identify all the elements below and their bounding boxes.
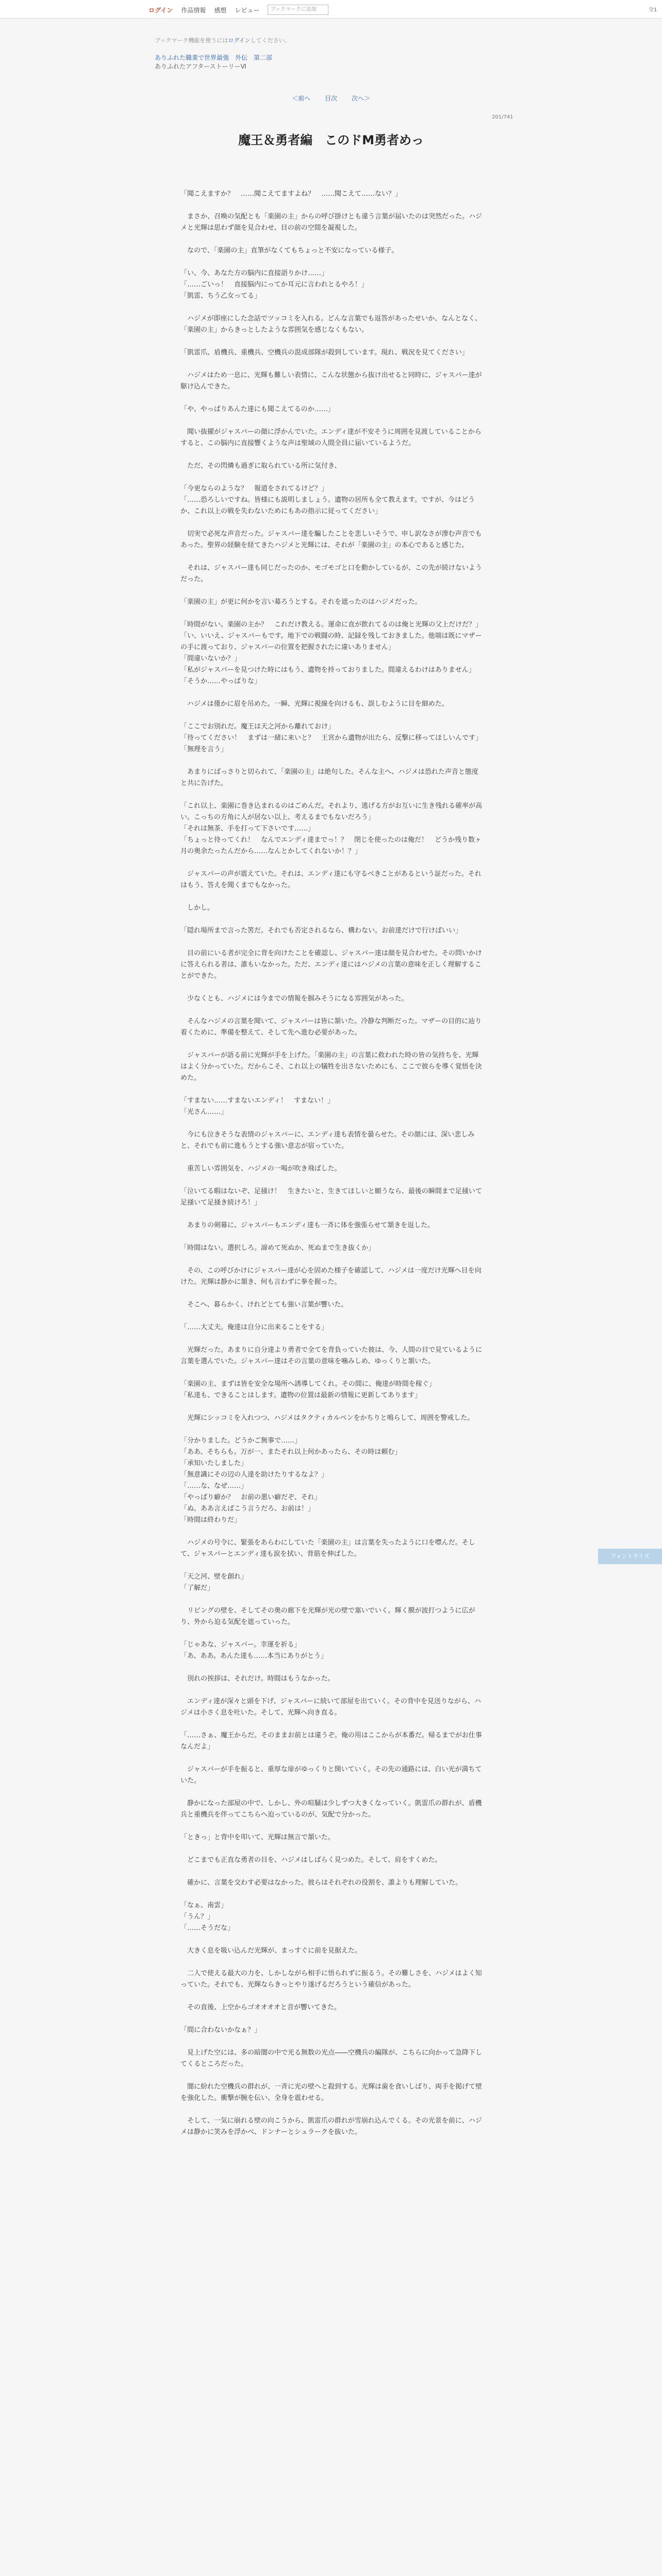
body-paragraph: 「了解だ」	[180, 1584, 214, 1592]
blank-line	[180, 710, 483, 721]
blank-line	[180, 1662, 483, 1673]
body-paragraph: 「楽園の主、まずは皆を安全な場所へ誘導してくれ。その間に、俺達が時間を稼ぐ」	[180, 1380, 436, 1388]
blank-line	[180, 257, 483, 268]
blank-line	[180, 1311, 483, 1322]
body-paragraph: 「……ごいっ！ 直接脳内にってか耳元に言われとるやろ！」	[180, 281, 368, 289]
blank-line	[180, 755, 483, 767]
login-note-link[interactable]: ログイン	[228, 37, 251, 44]
blank-line	[180, 336, 483, 347]
bookmark-login-note	[155, 36, 290, 44]
body-paragraph: その、この呼びかけにジャスパー達が心を固めた様子を確認して、ハジメは一度だけ光輝へ目を向けた。光輝は静かに頷き、何も言わずに拳を握った。	[180, 1267, 482, 1286]
body-paragraph: ジャスパーが手を振ると、重厚な扉がゆっくりと開いていく。その先の通路には、白い光が満ちていた。	[180, 1766, 482, 1785]
body-paragraph: 「ここでお別れだ。魔王は天之河から離れておけ」	[180, 723, 335, 731]
body-paragraph: しかし。	[180, 904, 214, 912]
body-paragraph: 「なぁ、南雲」	[180, 1902, 228, 1909]
blank-line	[180, 1719, 483, 1730]
next-chapter-link[interactable]: 次へ＞	[351, 95, 370, 102]
body-paragraph: 「承知いたしました」	[180, 1460, 248, 1467]
blank-line	[180, 1231, 483, 1243]
blank-line	[180, 687, 483, 699]
body-paragraph: 「い、いいえ、ジャスパーもです。地下での戦闘の時、記録を残しておきました。他端は既にマザーの手に渡っており、ジャスパーの位置を把握されたに違いありません」	[180, 632, 482, 651]
blank-line	[180, 857, 483, 869]
body-paragraph: ハジメが即座にした念話でツッコミを入れる。どんな言葉でも返答があったせいか、なんとなく、「楽園の主」からきっとしたような雰囲気を感じなくもない。	[180, 315, 482, 334]
body-paragraph: 「隠れ場所まで言った筈だ。それでも否定されるなら、構わない。お前達だけで行けばいい」	[180, 927, 462, 935]
blank-line	[180, 1628, 483, 1639]
body-paragraph: 「分かりました。どうかご無事で……」	[180, 1437, 302, 1445]
body-paragraph: 「無意識にその辺の人達を助けたりするなよ？」	[180, 1471, 328, 1479]
blank-line	[180, 1753, 483, 1764]
body-paragraph: 「これ以上、楽園に巻き込まれるのはごめんだ。それより、逃げる方がお互いに生き残れる確率が高い。こっちの方角に人が居ない以上、考えるまでもないだろう」	[180, 802, 483, 821]
review-link[interactable]: レビュー	[235, 6, 260, 14]
body-paragraph: 光輝だった。あまりに自分達より勇者で全てを背負っていた彼は、今、人間の目で見ているように言葉を選んでいた。ジャスパー達はその言葉の意味を噛みしめ、ゆっくりと頷いた。	[180, 1346, 483, 1365]
blank-line	[180, 1367, 483, 1379]
body-paragraph: 「泣いてる暇はないぞ、足掻け！ 生きたいと、生きてほしいと願うなら、最後の瞬間まで足掻いて足掻いて足掻き続けろ！」	[180, 1188, 482, 1207]
body-paragraph: リビングの壁を、そしてその奥の廊下を光輝が光の壁で塞いでいく。輝く膜が波打つように広がり、外から迫る気配を遮っていった。	[180, 1607, 475, 1626]
blank-line	[180, 914, 483, 925]
login-note-suffix: してください。	[250, 37, 290, 44]
blank-line	[180, 1254, 483, 1265]
body-paragraph: ジャスパーが語る前に光輝が手を上げた。「楽園の主」の言葉に救われた時の皆の気持ちを、光輝はよく分かっていた。だからこそ、これ以上の犠牲を出さないためにも、ここで彼らを導く覚悟を決めた。	[180, 1052, 482, 1082]
bookmark-add-button[interactable]: ブックマークに追加	[268, 5, 328, 15]
chapter-number: 201/741	[492, 114, 514, 120]
blank-line	[180, 1843, 483, 1855]
body-paragraph: 「や、やっぱりあんた達にも聞こえてるのか……」	[180, 405, 335, 413]
body-paragraph: 「楽園の主」が更に何かを言い募ろうとする。それを遮ったのはハジメだった。	[180, 598, 422, 606]
prev-chapter-link[interactable]: ＜前へ	[292, 95, 311, 102]
body-paragraph: 「凱雷爪、盾機兵、重機兵、空機兵の混成部隊が殺到しています。現れ、戦況を見てください」	[180, 349, 469, 357]
body-paragraph: 二人で使える最大の力を、しかしながら相手に悟られずに振るう。その難しさを、ハジメはよく知っていた。それでも、光輝ならきっとやり遂げるだろうという確信があった。	[180, 1970, 482, 1989]
blank-line	[180, 1526, 483, 1537]
body-paragraph: エンディ達が深々と頭を下げ、ジャスパーに続いて部屋を出ていく。その背中を見送りながら、ハジメは小さく息を吐いた。そして、光輝へ向き直る。	[180, 1698, 481, 1717]
body-paragraph: 見上げた空には、多の暗闇の中で光る無数の光点――空機兵の編隊が、こちらに向かって急降下してくるところだった。	[180, 2049, 483, 2068]
body-paragraph: 「私がジャスパーを見つけた時にはもう、遺物を持っておりました。間違えるわけはありません」	[180, 666, 475, 674]
blank-line	[180, 1333, 483, 1345]
body-paragraph: 「じゃあな、ジャスパー。幸運を祈る」	[180, 1641, 301, 1649]
blank-line	[180, 982, 483, 993]
body-paragraph: ハジメはため一息に、光輝も難しい表情に、こんな状態から抜け出せると同時に、ジャスパー達が駆け込んできた。	[180, 371, 482, 391]
blank-line	[180, 1991, 483, 2002]
blank-line	[180, 937, 483, 948]
body-paragraph: 「時間はない。選択しろ。諦めて死ぬか、死ぬまで生き抜くか」	[180, 1244, 375, 1252]
body-paragraph: 静かになった部屋の中で、しかし、外の喧騒は少しずつ大きくなっていく。凱雷爪の群れが、盾機兵と重機兵を伴ってこちらへ迫っているのが、気配で分かった。	[180, 1800, 482, 1819]
blank-line	[180, 551, 483, 563]
impressions-link[interactable]: 感想	[214, 6, 227, 14]
blank-line	[180, 1560, 483, 1571]
body-paragraph: 「時間は終わりだ」	[180, 1516, 241, 1524]
blank-line	[180, 1152, 483, 1163]
body-paragraph: 「間に合わないかなぁ？」	[180, 2026, 261, 2034]
body-paragraph: それは、ジャスパー達も同じだったのか、モゴモゴと口を動かしているが、この先が続けないようだった。	[180, 564, 482, 583]
blank-line	[180, 2070, 483, 2081]
body-paragraph: ハジメの号令に、緊張をあらわにしていた「楽園の主」は言葉を失ったように口を噤んだ。そして、ジャスパーとエンディ達も涙を拭い、背筋を伸ばした。	[180, 1539, 475, 1558]
body-paragraph: 「無理を言う」	[180, 745, 228, 753]
top-navigation-links	[148, 4, 328, 15]
body-paragraph: 「間違いないか？」	[180, 655, 241, 663]
body-paragraph: その直後、上空からゴオオオオと音が響いてきた。	[180, 2004, 341, 2011]
body-paragraph: そこへ、暮らかく、けれどとても強い言葉が響いた。	[180, 1301, 348, 1309]
body-paragraph: あまりの剣幕に、ジャスパーもエンディ達も一斉に体を強張らせて頷きを返した。	[180, 1222, 435, 1229]
blank-line	[180, 1175, 483, 1186]
works-info-link[interactable]: 作品情報	[181, 6, 206, 14]
blank-line	[180, 585, 483, 597]
series-subtitle: ありふれたアフターストーリーⅥ	[155, 63, 246, 70]
chapter-navigation-top	[0, 94, 662, 103]
novel-body-text	[180, 189, 483, 2138]
login-note-prefix: ブックマーク機能を使うには	[155, 37, 228, 44]
body-paragraph: 別れの挨拶は、それだけ。時間はもうなかった。	[180, 1675, 335, 1683]
chapter-title: 魔王＆勇者編 このドM勇者めっ	[238, 133, 424, 147]
blank-line	[180, 789, 483, 801]
blank-line	[180, 1424, 483, 1435]
body-paragraph: 「……そうだな」	[180, 1924, 235, 1932]
body-paragraph: 「今更ならのような？ 報道をされてるけど？」	[180, 485, 328, 493]
body-paragraph: そんなハジメの言葉を聞いて、ジャスパーは皆に頷いた。冷静な判断だった。マザーの目的に辿り着くために、準備を整えて、そして先へ進む必要があった。	[180, 1018, 482, 1037]
body-paragraph: 「……恐ろしいですね。皆様にも説明しましょう。遺物の居所も全て教えます。ですが、今はどうか、これ以上の戦を失わないためにもあの指示に従ってください」	[180, 496, 475, 515]
blank-line	[180, 1889, 483, 1900]
body-paragraph: あまりにばっさりと切られて、「楽園の主」は絶句した。そんな主へ、ハジメは恐れた声音と態度と共に告げた。	[180, 768, 478, 787]
body-paragraph: 「時間がない。楽園の主か？ これだけ教える。運命に直が飲れてるのは俺と光輝の父上だけだ？」	[180, 621, 483, 629]
blank-line	[180, 302, 483, 313]
body-paragraph: 「天之河、壁を創れ」	[180, 1573, 248, 1581]
body-paragraph: 「やっぱり癖か？ お前の悪い癖だぞ、それ」	[180, 1494, 321, 1501]
body-paragraph: 闇に紛れた空機兵の群れが、一斉に光の壁へと殺到する。光輝は歯を食いしばり、両手を掲げて壁を強化した。衝撃が腕を伝い、全身を震わせる。	[180, 2083, 483, 2102]
blank-line	[180, 472, 483, 483]
blank-line	[180, 1934, 483, 1945]
blank-line	[180, 1957, 483, 1968]
body-paragraph: どこまでも正直な勇者の目を、ハジメはしばらく見つめた。そして、肩をすくめた。	[180, 1856, 442, 1864]
body-paragraph: 「凱雷、ちう乙女ってる」	[180, 292, 261, 300]
blank-line	[180, 1401, 483, 1413]
body-paragraph: 大きく息を吸い込んだ光輝が、まっすぐに前を見据えた。	[180, 1947, 362, 1955]
body-paragraph: ただ、その閃燐も過ぎに取られている所に気付き、	[180, 462, 341, 470]
table-of-contents-link[interactable]: 目次	[324, 95, 337, 102]
body-paragraph: 重苦しい雰囲気を、ハジメの一喝が吹き飛ばした。	[180, 1165, 341, 1173]
body-paragraph: まさか、召喚の気配とも「楽園の主」からの呼び掛けとも違う言葉が届いたのは突然だった。ハジメと光輝は思わず顔を見合わせ、目の前の空間を凝視した。	[180, 213, 483, 232]
blank-line	[180, 517, 483, 529]
blank-line	[180, 359, 483, 370]
blank-line	[180, 449, 483, 461]
blank-line	[180, 891, 483, 903]
blank-line	[180, 608, 483, 619]
body-paragraph: 「待ってください！ まずは一緒に来いと？ 王宮から遺物が出たら、反撃に移ってほしいんです」	[180, 734, 483, 742]
body-paragraph: 「光さん……」	[180, 1108, 228, 1116]
body-paragraph: 「ちょっと待ってくれ！ なんでエンディ達までっ！？ 閉じを使ったのは俺だ！ どうか残り数ヶ月の奥余たったんだから……なんとかしてくれないか！？」	[180, 836, 482, 855]
top-navigation-bar	[0, 0, 662, 19]
blank-line	[180, 1787, 483, 1798]
body-paragraph: 「……な、なぜ……」	[180, 1482, 248, 1490]
body-paragraph: 「あ、ああ。あんた達も……本当にありがとう」	[180, 1652, 327, 1660]
series-info	[155, 54, 272, 71]
body-paragraph: そして、一気に崩れる壁の向こうから、凱雷爪の群れが雪崩れ込んでくる。その光景を前に、ハジメは静かに笑みを浮かべ、ドンナーとシュラークを抜いた。	[180, 2117, 482, 2136]
blank-line	[180, 2036, 483, 2047]
blank-line	[180, 415, 483, 427]
body-paragraph: 確かに、言葉を交わす必要はなかった。彼らはそれぞれの役割を、誰よりも理解していた。	[180, 1879, 462, 1887]
body-paragraph: 切実で必死な声音だった。ジャスパー達を騙したことを悲しいそうで、申し訳なさが滲む声音でもあった。聖界の経験を経てきたハジメと光輝には、それが「楽園の主」の本心であると感じた。	[180, 530, 482, 549]
body-paragraph: 「そうか……やっぱりな」	[180, 677, 261, 685]
body-paragraph: 「……大丈夫。俺達は自分に出来ることをする」	[180, 1324, 328, 1331]
body-paragraph: ジャスパーの声が震えていた。それは、エンディ達にも守るべきことがあるという証だった。それはもう、答えを聞くまでもなかった。	[180, 870, 482, 889]
blank-line	[180, 2013, 483, 2025]
body-paragraph: なので、「楽園の主」直筆がなくてもちょっと不安になっている様子。	[180, 247, 399, 255]
series-title-link[interactable]: ありふれた職業で世界最強 外伝 第二部	[155, 54, 273, 61]
blank-line	[180, 1594, 483, 1605]
body-paragraph: 「……さぁ、魔王からだ。そのままお前とは違うぞ。俺の用はここからが本番だ。帰るまでがお仕事なんだよ」	[180, 1732, 482, 1751]
blank-line	[180, 1209, 483, 1220]
body-paragraph: 「それは無茶、手を打って下さいです……」	[180, 825, 315, 833]
body-paragraph: 今にも泣きそうな表情のジャスパーに、エンディ達も表情を曇らせた。その顔には、深い悲しみと、それでも前に進もうとする強い意志が宿っていた。	[180, 1131, 475, 1150]
blank-line	[180, 1821, 483, 1832]
blank-line	[180, 1118, 483, 1129]
body-paragraph: 「私達も、できることはします。遺物の位置は最新の情報に更新してあります」	[180, 1392, 421, 1399]
blank-line	[180, 1866, 483, 1877]
body-paragraph: 「聞こえますか？ ……聞こえてますよね？ ……聞こえて……ない？」	[180, 190, 402, 198]
body-paragraph: 目の前にいる者が完全に背を向けたことを確認し、ジャスパー達は顔を見合わせた。その問いかけに答えられる者は、誰もいなかった。ただ、エンディ達にはハジメの言葉の意味を正しく理解することができた。	[180, 950, 482, 980]
body-paragraph: 「うん？」	[180, 1913, 214, 1921]
blank-line	[180, 200, 483, 211]
body-paragraph: 「ぬ、ああ言えばこう言うだろ、お前は！」	[180, 1505, 315, 1513]
body-paragraph: ハジメは僅かに眉を吊めた。一瞬、光輝に視線を向けるも、誤しむように目を細めた。	[180, 700, 449, 708]
blank-line	[180, 393, 483, 404]
blank-line	[180, 234, 483, 245]
page-counter: 全1	[649, 7, 657, 13]
body-paragraph: 少なくとも、ハジメには今までの情報を掴みそうになる雰囲気があった。	[180, 995, 408, 1003]
blank-line	[180, 1039, 483, 1050]
blank-line	[180, 1084, 483, 1095]
body-paragraph: 聞い抜擢がジャスパーの顔に浮かんでいた。エンディ達が不安そうに周囲を見渡していることからすると、この脳内に直接響くような声は聖域の人間全員に届いているようだ。	[180, 428, 482, 447]
login-link[interactable]: ログイン	[148, 6, 173, 14]
body-paragraph: 「ああ、そちらも。万が一、またそれ以上何かあったら、その時は頼む」	[180, 1448, 402, 1456]
body-paragraph: 「ときっ」と背中を叩いて、光輝は無言で頷いた。	[180, 1834, 335, 1841]
body-paragraph: 光輝にシッコミを入れつつ、ハジメはタクティカルペンをかちりと鳴らして、周囲を警戒した。	[180, 1414, 474, 1422]
body-paragraph: 「すまない……すまないエンディ！ すまない！」	[180, 1097, 334, 1105]
body-paragraph: 「い、今、あなた方の脳内に直接語りかけ……」	[180, 269, 328, 277]
blank-line	[180, 2104, 483, 2115]
blank-line	[180, 1005, 483, 1016]
blank-line	[180, 1288, 483, 1299]
blank-line	[180, 1685, 483, 1696]
font-size-button[interactable]: フォントサイズ	[598, 1549, 662, 1564]
